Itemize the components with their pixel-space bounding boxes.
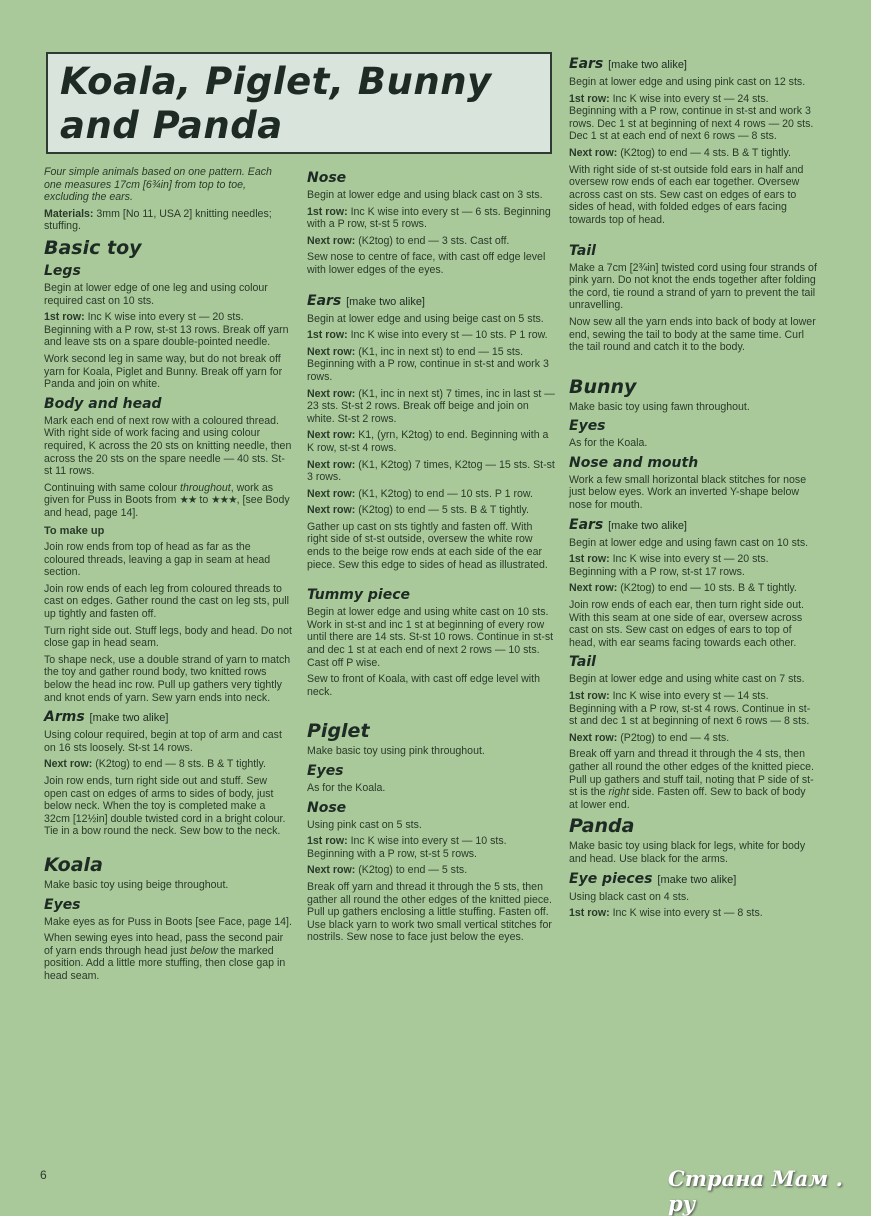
heading-nose: Nose (307, 170, 347, 186)
eyes-text-2a: When sewing eyes into head, pass the second pair of yarn ends through head just (44, 932, 284, 957)
row-text: (K2tog) to end — 5 sts. (355, 864, 468, 877)
bunny-ears-text-2: Join row ends of each ear, then turn right side out. With this seam at one side of ear, oversew across cast on sts. Sew cast on edges of ears to top of head, with ear seams facing towards each other. (569, 599, 804, 649)
row-text: Inc K wise into every st — 6 sts. Beginning with a P row, st-st 5 rows. (307, 205, 551, 231)
body-text-2a: Continuing with same colour (44, 481, 181, 494)
arms-text-1: Using colour required, begin at top of arm and cast on 16 sts loosely. St-st 14 rows. (44, 729, 282, 754)
make-up-text-4: To shape neck, use a double strand of yarn to match the toy and gather round body, two knitted rows below the head inc row. Pull up gathers very tightly and knot ends of yarn. Sew yarn ends into neck. (44, 653, 291, 704)
panda-text: Make basic toy using black for legs, white for body and head. Use black for the arms. (569, 840, 806, 865)
bunny-ears-row-1 (569, 553, 817, 578)
body-text-1: Mark each end of next row with a coloured thread. With right side of work facing and using colour required, K across the 20 sts on knitting needle, then across the 20 sts on the spare needle — 40 sts. St-st 11 rows. (44, 414, 292, 478)
row-text: Inc K wise into every st — 20 sts. Beginning with a P row, st-st 17 rows. (569, 553, 769, 578)
row-label: Next row: (307, 864, 356, 877)
legs-text-1: Begin at lower edge of one leg and using colour required cast on 10 sts. (44, 281, 268, 307)
column-3 (569, 52, 817, 924)
heading-to-make-up: To make up (44, 525, 105, 538)
heading-bunny-tail: Tail (569, 654, 596, 671)
heading-bunny-ears (569, 516, 817, 535)
piglet-nose-text-1: Using pink cast on 5 sts. (307, 818, 422, 831)
page-number: 6 (40, 1168, 47, 1182)
row-text: Inc K wise into every st — 24 sts. Beginning with a P row, continue in st-st and work 3 rows. Dec 1 st at beginning of next 4 rows — 20 sts. Dec 1 st at each end of next 6 rows — 8 sts. (569, 92, 814, 143)
heading-legs: Legs (44, 262, 81, 279)
piglet-tail-text-1: Make a 7cm [2¾in] twisted cord using four strands of pink yarn. Do not knot the ends together after folding the cord, tie round a strand of yarn to prevent the tail unravelling. (569, 261, 817, 312)
heading-eyes: Eyes (44, 896, 81, 913)
piglet-ears-text-1: Begin at lower edge and using pink cast on 12 sts. (569, 76, 806, 88)
bunny-tail-text-2a: Break off yarn and thread it through the 4 sts, then gather all round the other edges of the knitted piece. Pull up gathers and stuff tail, noting that P side of st-st is the (569, 748, 815, 799)
legs-text-2: Work second leg in same way, but do not break off yarn for Koala, Piglet and Bunny. Break off yarn for Panda and join on white. (44, 352, 283, 391)
heading-nose-mouth: Nose and mouth (569, 454, 699, 471)
heading-ears-text: Ears (569, 516, 604, 533)
bunny-tail-text-2b: right (608, 786, 630, 799)
heading-piglet-nose: Nose (307, 799, 347, 816)
row-label: 1st row: (307, 329, 348, 342)
legs-row-1 (44, 311, 292, 349)
row-label: 1st row: (569, 92, 610, 105)
eyes-text-1: Make eyes as for Puss in Boots [see Face, page 14]. (44, 915, 292, 928)
heading-eye-pieces-text: Eye pieces (569, 870, 653, 887)
make-up-text-1: Join row ends from top of head as far as the coloured threads, leaving a gap in seam at head section. (44, 541, 271, 579)
row-label: Next row: (569, 146, 618, 159)
row-label: 1st row: (44, 311, 85, 324)
ears-note: [make two alike] (608, 519, 687, 532)
nose-text-2: Sew nose to centre of face, with cast off edge level with lower edges of the eyes. (307, 251, 546, 276)
body-text-2b: throughout (180, 481, 231, 494)
row-text: Inc K wise into every st — 10 sts. P 1 row. (347, 329, 548, 342)
page-title-line1: Koala, Piglet, Bunny (60, 60, 492, 103)
piglet-ears-row-1 (569, 93, 817, 143)
ears-row-1 (307, 329, 555, 342)
row-label: Next row: (307, 458, 356, 471)
column-1 (44, 166, 292, 987)
koala-text: Make basic toy using beige throughout. (44, 878, 229, 891)
eye-pieces-text-1: Using black cast on 4 sts. (569, 890, 690, 903)
body-text-2c: , work as given for Puss in Boots from (44, 481, 274, 507)
materials-text: 3mm [No 11, USA 2] knitting needles; stuffing. (44, 207, 272, 233)
eyes-text-2 (44, 932, 292, 982)
arms-note: [make two alike] (89, 712, 169, 725)
watermark-logo: Страна Мам . ру (668, 1166, 843, 1216)
heading-piglet-ears (569, 55, 817, 74)
nose-mouth-text: Work a few small horizontal black stitches for nose just below eyes. Work an inverted Y-shape below nose for mouth. (569, 473, 807, 512)
bunny-tail-text-1: Begin at lower edge and using white cast on 7 sts. (569, 673, 805, 686)
heading-piglet-eyes: Eyes (307, 763, 344, 779)
row-text: (K2tog) to end — 10 sts. B & T tightly. (617, 582, 797, 595)
row-label: 1st row: (569, 690, 610, 702)
piglet-nose-next-row (307, 864, 555, 877)
row-text: (K2tog) to end — 5 sts. B & T tightly. (355, 504, 529, 517)
heading-ears-text: Ears (569, 56, 604, 72)
star-icons-2: ★★ (179, 494, 197, 507)
tummy-text-2: Sew to front of Koala, with cast off edge level with neck. (307, 673, 540, 698)
row-text: (K2tog) to end — 3 sts. Cast off. (355, 234, 510, 247)
eyes-text-2b: below (190, 944, 218, 957)
nose-row-1 (307, 206, 555, 231)
tummy-text-1: Begin at lower edge and using white cast on 10 sts. Work in st-st and inc 1 st at beginning of every row until there are 14 sts. St-st 10 rows. Continue in st-st and dec 1 st at each end of next 2 rows — 10 sts. Cast off P wise. (307, 606, 554, 669)
piglet-eyes-text: As for the Koala. (307, 782, 386, 794)
nose-next-row (307, 235, 555, 248)
row-text: (K1, inc in next st) to end — 15 sts. Beginning with a P row, continue in st-st and work 3 rows. (307, 345, 549, 383)
arms-text-2: Join row ends, turn right side out and stuff. Sew open cast on edges of arms to sides of body, just below neck. When the toy is completed make a 32cm [12½in] double twisted cord in a bright colour. Tie in a bow round the neck. Sew bow to the neck. (44, 774, 286, 838)
bunny-text: Make basic toy using fawn throughout. (569, 400, 750, 413)
row-label: Next row: (569, 731, 618, 744)
eyes-text-2c: the marked position. Add a little more stuffing, then close gap in head seam. (44, 944, 286, 982)
bunny-tail-text-2 (569, 748, 817, 811)
heading-piglet-tail: Tail (569, 242, 596, 259)
ears-next-row-1 (307, 346, 555, 384)
bunny-ears-next-row (569, 582, 817, 595)
row-text: K1, (yrn, K2tog) to end. Beginning with a K row, st-st 4 rows. (307, 429, 549, 454)
row-label: 1st row: (307, 835, 348, 848)
piglet-ears-next-row (569, 147, 817, 160)
row-label: Next row: (44, 758, 93, 771)
row-label: 1st row: (569, 553, 610, 566)
row-label: Next row: (307, 234, 356, 247)
heading-ears (307, 292, 555, 311)
heading-bunny-eyes: Eyes (569, 418, 606, 435)
nose-text-1: Begin at lower edge and using black cast on 3 sts. (307, 189, 543, 201)
row-label: 1st row: (307, 205, 348, 218)
eye-pieces-note: [make two alike] (657, 873, 737, 886)
body-text-to: to (196, 494, 212, 507)
heading-piglet: Piglet (307, 720, 370, 743)
row-text: (K1, inc in next st) 7 times, inc in last st — 23 sts. St-st 2 rows. Break off beige and join on white. St-st 2 rows. (307, 387, 555, 425)
heading-bunny: Bunny (569, 375, 637, 398)
heading-ears-text: Ears (307, 292, 342, 309)
make-up-text-3: Turn right side out. Stuff legs, body and head. Do not close gap in head seam. (44, 624, 292, 650)
eye-pieces-row-1 (569, 907, 817, 920)
bunny-tail-next-row (569, 732, 817, 745)
ears-next-row-5 (307, 488, 555, 501)
column-2 (307, 166, 555, 948)
intro-text: Four simple animals based on one pattern. Each one measures 17cm [6¾in] from top to toe, excluding the ears. (44, 166, 272, 204)
row-label: Next row: (307, 487, 356, 500)
piglet-nose-text-2: Break off yarn and thread it through the 5 sts, then gather all round the other edges of the knitted piece. Pull up gathers enclosing a little stuffing. Fasten off. Use black yarn to work two small vertical stitches for nostrils. Sew nose to face just below the eyes. (307, 880, 553, 944)
ears-next-row-6 (307, 504, 555, 517)
bunny-tail-text-2c: side. Fasten off. Sew to back of body at lower end. (569, 786, 806, 811)
bunny-eyes-text: As for the Koala. (569, 437, 648, 450)
heading-basic-toy: Basic toy (44, 236, 142, 259)
row-label: Next row: (307, 345, 356, 358)
arms-next-row (44, 758, 292, 771)
body-text-2d: , [see Body and head, page 14]. (44, 494, 290, 519)
heading-arms (44, 708, 292, 727)
body-text-2 (44, 482, 292, 520)
row-label: Next row: (307, 504, 356, 517)
piglet-tail-text-2: Now sew all the yarn ends into back of body at lower end, sewing the tail to body at the same time. Curl the tail round and catch it to the body. (569, 315, 816, 354)
ears-text-1: Begin at lower edge and using beige cast on 5 sts. (307, 312, 544, 325)
row-label: Next row: (307, 387, 356, 400)
row-text: Inc K wise into every st — 20 sts. Beginning with a P row, st-st 13 rows. Break off yarn and leave sts on a spare double-pointed needle. (44, 311, 289, 349)
row-text: (K2tog) to end — 8 sts. B & T tightly. (92, 758, 266, 771)
heading-eye-pieces (569, 870, 817, 889)
title-box (46, 52, 552, 154)
row-label: Next row: (569, 582, 618, 595)
heading-body-head: Body and head (44, 395, 162, 412)
row-text: Inc K wise into every st — 10 sts. Beginning with a P row, st-st 5 rows. (307, 835, 507, 860)
ears-note: [make two alike] (346, 295, 425, 308)
ears-next-row-4 (307, 459, 555, 484)
row-text: (P2tog) to end — 4 sts. (617, 731, 730, 744)
star-icons-3: ★★★ (211, 494, 237, 507)
ears-next-row-3 (307, 429, 555, 454)
row-text: Inc K wise into every st — 14 sts. Beginning with a P row, st-st 4 rows. Continue in st-st and dec 1 st at beginning of next 6 rows — 8 sts. (569, 690, 811, 728)
piglet-text: Make basic toy using pink throughout. (307, 745, 485, 758)
row-text: Inc K wise into every st — 8 sts. (609, 907, 763, 920)
row-text: (K1, K2tog) to end — 10 sts. P 1 row. (355, 487, 533, 500)
heading-koala: Koala (44, 853, 103, 876)
ears-text-2: Gather up cast on sts tightly and fasten off. With right side of st-st outside, oversew the white row ends to the beige row ends at each side of the ear piece. Sew this edge to sides of head as illustrated. (307, 520, 548, 571)
heading-panda: Panda (569, 815, 635, 838)
page-title-line2: and Panda (60, 104, 283, 147)
materials (44, 208, 292, 233)
materials-label: Materials: (44, 207, 94, 220)
row-label: Next row: (307, 429, 356, 442)
ears-next-row-2 (307, 388, 555, 426)
bunny-tail-row-1 (569, 690, 817, 728)
row-text: (K2tog) to end — 4 sts. B & T tightly. (617, 146, 791, 159)
piglet-nose-row-1 (307, 835, 555, 860)
piglet-ears-text-2: With right side of st-st outside fold ears in half and oversew row ends of each ear together. Oversew across cast on sts. Sew cast on edges of ears to sides of head, with folded edges of ears facing towards top of head. (569, 163, 804, 226)
make-up-text-2: Join row ends of each leg from coloured threads to cast on edges. Gather round the cast on leg sts, pull up tightly and fasten off. (44, 582, 289, 621)
row-label: 1st row: (569, 907, 610, 920)
bunny-ears-text-1: Begin at lower edge and using fawn cast on 10 sts. (569, 536, 809, 549)
ears-note: [make two alike] (608, 59, 687, 71)
row-text: (K1, K2tog) 7 times, K2tog — 15 sts. St-st 3 rows. (307, 458, 555, 484)
heading-tummy-piece: Tummy piece (307, 587, 410, 604)
heading-arms-text: Arms (44, 709, 85, 726)
